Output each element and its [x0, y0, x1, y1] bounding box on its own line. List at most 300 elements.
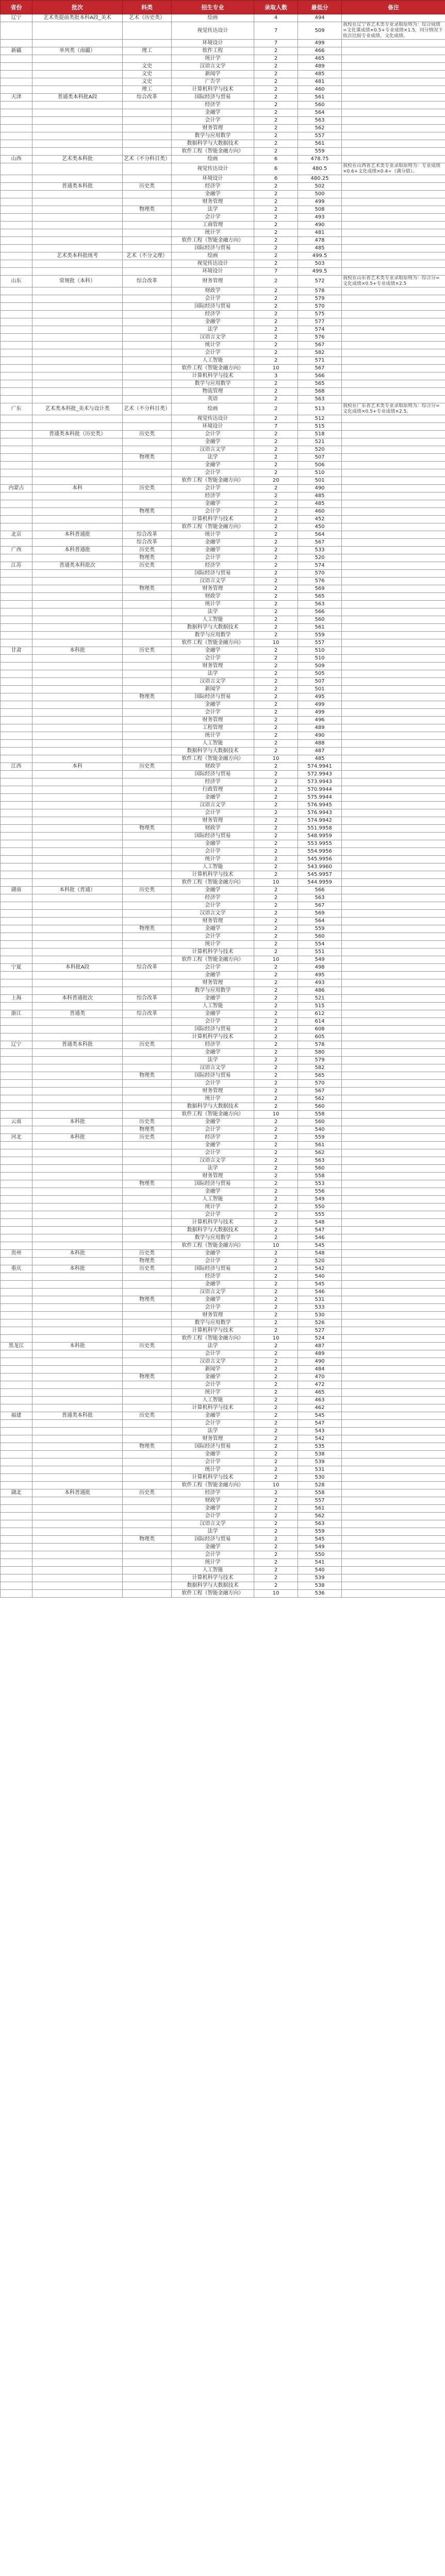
cell-province — [1, 1003, 32, 1010]
cell-major: 财务管理 — [172, 1173, 254, 1180]
cell-major: 会计学 — [172, 554, 254, 562]
cell-note — [342, 1003, 445, 1010]
cell-province — [1, 802, 32, 809]
table-row — [1, 454, 445, 462]
cell-admitted: 2 — [254, 871, 298, 879]
cell-major: 绘画 — [172, 252, 254, 260]
cell-min-score: 570 — [298, 570, 342, 578]
cell-major: 软件工程 — [172, 47, 254, 55]
cell-major: 会计学 — [172, 349, 254, 357]
cell-category: 艺术（不分文理） — [123, 252, 172, 260]
cell-min-score: 513 — [298, 403, 342, 415]
cell-note — [342, 1142, 445, 1149]
cell-admitted: 2 — [254, 918, 298, 925]
cell-admitted: 2 — [254, 438, 298, 446]
cell-batch — [32, 191, 123, 198]
cell-admitted: 2 — [254, 1118, 298, 1126]
cell-min-score: 495 — [298, 693, 342, 701]
table-row — [1, 802, 445, 809]
cell-admitted: 2 — [254, 183, 298, 191]
cell-admitted: 2 — [254, 148, 298, 156]
cell-admitted: 20 — [254, 477, 298, 485]
cell-admitted: 6 — [254, 175, 298, 183]
cell-admitted: 2 — [254, 1451, 298, 1459]
header-admitted: 录取人数 — [254, 1, 298, 14]
cell-category: 物理类 — [123, 206, 172, 214]
cell-category — [123, 1196, 172, 1204]
cell-batch — [32, 295, 123, 303]
cell-batch — [32, 678, 123, 686]
cell-category — [123, 295, 172, 303]
cell-category — [123, 724, 172, 732]
cell-province — [1, 1520, 32, 1528]
cell-batch — [32, 357, 123, 365]
cell-min-score: 486 — [298, 987, 342, 995]
cell-category — [123, 778, 172, 786]
cell-province — [1, 1350, 32, 1358]
cell-category — [123, 326, 172, 334]
cell-admitted: 2 — [254, 632, 298, 639]
cell-admitted: 2 — [254, 894, 298, 902]
cell-note — [342, 1072, 445, 1080]
cell-note — [342, 1095, 445, 1103]
table-row — [1, 1327, 445, 1335]
cell-batch — [32, 1033, 123, 1041]
cell-category — [123, 1095, 172, 1103]
cell-note — [342, 786, 445, 794]
cell-note — [342, 431, 445, 438]
cell-province: 内蒙古 — [1, 485, 32, 493]
cell-category: 文史 — [123, 78, 172, 86]
cell-major: 会计学 — [172, 508, 254, 516]
cell-note — [342, 78, 445, 86]
cell-category — [123, 1157, 172, 1165]
table-row — [1, 833, 445, 840]
cell-note — [342, 148, 445, 156]
cell-note — [342, 1196, 445, 1204]
cell-province — [1, 71, 32, 78]
cell-category — [123, 972, 172, 979]
cell-batch — [32, 198, 123, 206]
cell-category — [123, 902, 172, 910]
cell-note — [342, 175, 445, 183]
cell-category — [123, 1335, 172, 1343]
cell-batch — [32, 972, 123, 979]
cell-note — [342, 109, 445, 117]
table-row — [1, 1281, 445, 1289]
cell-major: 软件工程（智能金融方向） — [172, 237, 254, 245]
cell-admitted: 2 — [254, 431, 298, 438]
cell-major: 统计学 — [172, 55, 254, 63]
cell-note — [342, 763, 445, 771]
cell-province — [1, 303, 32, 311]
cell-note — [342, 1289, 445, 1296]
table-row — [1, 539, 445, 547]
cell-province: 江苏 — [1, 562, 32, 570]
table-row — [1, 318, 445, 326]
cell-admitted: 2 — [254, 1428, 298, 1435]
cell-batch — [32, 879, 123, 887]
table-row — [1, 809, 445, 817]
cell-province — [1, 1196, 32, 1204]
cell-major: 会计学 — [172, 1551, 254, 1559]
cell-admitted: 2 — [254, 1520, 298, 1528]
cell-batch — [32, 140, 123, 148]
cell-batch — [32, 1567, 123, 1574]
cell-category — [123, 125, 172, 132]
cell-admitted: 2 — [254, 1204, 298, 1211]
cell-min-score: 579 — [298, 1057, 342, 1064]
cell-category — [123, 817, 172, 825]
cell-province: 江西 — [1, 763, 32, 771]
cell-major: 统计学 — [172, 342, 254, 349]
cell-batch: 普通类本科批次 — [32, 562, 123, 570]
cell-admitted: 2 — [254, 388, 298, 396]
cell-admitted: 2 — [254, 415, 298, 423]
cell-category — [123, 1281, 172, 1289]
cell-major: 汉语言文学 — [172, 802, 254, 809]
cell-note — [342, 585, 445, 593]
cell-province — [1, 1126, 32, 1134]
cell-major: 软件工程（智能金融方向） — [172, 1590, 254, 1598]
cell-major: 汉语言文学 — [172, 910, 254, 918]
table-row — [1, 1142, 445, 1149]
cell-major: 会计学 — [172, 469, 254, 477]
cell-major: 财务管理 — [172, 663, 254, 670]
cell-major: 法学 — [172, 608, 254, 616]
cell-min-score: 499.5 — [298, 268, 342, 276]
table-row — [1, 438, 445, 446]
cell-province — [1, 229, 32, 237]
cell-major: 数据科学与大数据技术 — [172, 140, 254, 148]
cell-province — [1, 109, 32, 117]
cell-min-score: 466 — [298, 47, 342, 55]
cell-major: 广告学 — [172, 78, 254, 86]
cell-province — [1, 709, 32, 717]
cell-category: 理工 — [123, 47, 172, 55]
cell-province — [1, 63, 32, 71]
cell-province — [1, 616, 32, 624]
table-row — [1, 1041, 445, 1049]
cell-note — [342, 1574, 445, 1582]
table-row — [1, 856, 445, 863]
cell-category: 物理类 — [123, 1443, 172, 1451]
cell-major: 会计学 — [172, 214, 254, 222]
cell-admitted: 2 — [254, 1289, 298, 1296]
table-row — [1, 979, 445, 987]
cell-province — [1, 500, 32, 508]
cell-category — [123, 388, 172, 396]
cell-admitted: 2 — [254, 454, 298, 462]
cell-province — [1, 972, 32, 979]
cell-batch — [32, 786, 123, 794]
cell-category — [123, 663, 172, 670]
cell-category: 历史类 — [123, 1134, 172, 1142]
cell-category: 物理类 — [123, 1374, 172, 1381]
table-row — [1, 1188, 445, 1196]
cell-note — [342, 531, 445, 539]
cell-admitted: 2 — [254, 71, 298, 78]
cell-batch — [32, 717, 123, 724]
table-row — [1, 1057, 445, 1064]
cell-category — [123, 1188, 172, 1196]
table-row — [1, 578, 445, 585]
cell-note — [342, 1258, 445, 1265]
cell-min-score: 515 — [298, 1003, 342, 1010]
cell-province — [1, 987, 32, 995]
table-row — [1, 925, 445, 933]
cell-category — [123, 1273, 172, 1281]
cell-min-score: 551 — [298, 948, 342, 956]
cell-province — [1, 372, 32, 380]
cell-batch — [32, 1335, 123, 1343]
table-row — [1, 148, 445, 156]
cell-major: 法学 — [172, 454, 254, 462]
cell-province — [1, 1582, 32, 1590]
cell-admitted: 2 — [254, 863, 298, 871]
cell-category — [123, 198, 172, 206]
cell-min-score: 551.9958 — [298, 825, 342, 833]
table-row — [1, 1350, 445, 1358]
cell-province — [1, 175, 32, 183]
cell-province — [1, 670, 32, 678]
cell-batch: 本科 — [32, 763, 123, 771]
cell-major: 会计学 — [172, 1513, 254, 1520]
cell-admitted: 2 — [254, 222, 298, 229]
cell-major: 环境设计 — [172, 40, 254, 47]
header-province: 省份 — [1, 1, 32, 14]
cell-admitted: 2 — [254, 709, 298, 717]
cell-category — [123, 148, 172, 156]
cell-note — [342, 1582, 445, 1590]
cell-admitted: 2 — [254, 1374, 298, 1381]
cell-batch — [32, 1374, 123, 1381]
cell-batch — [32, 701, 123, 709]
table-row — [1, 1088, 445, 1095]
cell-batch — [32, 748, 123, 755]
cell-min-score: 527 — [298, 1327, 342, 1335]
cell-major: 汉语言文学 — [172, 1157, 254, 1165]
cell-min-score: 560 — [298, 1165, 342, 1173]
cell-province — [1, 902, 32, 910]
table-row — [1, 879, 445, 887]
cell-major: 会计学 — [172, 1018, 254, 1026]
table-row — [1, 380, 445, 388]
cell-note — [342, 1234, 445, 1242]
cell-note — [342, 1242, 445, 1250]
table-row — [1, 1366, 445, 1374]
cell-note — [342, 670, 445, 678]
cell-category — [123, 1482, 172, 1489]
cell-province — [1, 948, 32, 956]
cell-category — [123, 415, 172, 423]
cell-batch — [32, 1227, 123, 1234]
cell-admitted: 2 — [254, 1157, 298, 1165]
table-row — [1, 446, 445, 454]
cell-note — [342, 14, 445, 22]
cell-batch — [32, 1551, 123, 1559]
cell-province: 云南 — [1, 1118, 32, 1126]
cell-major: 新闻学 — [172, 686, 254, 693]
cell-batch — [32, 1204, 123, 1211]
cell-note — [342, 1466, 445, 1474]
cell-min-score: 508 — [298, 206, 342, 214]
cell-category — [123, 303, 172, 311]
table-body — [1, 14, 445, 1598]
cell-min-score: 542 — [298, 1435, 342, 1443]
cell-min-score: 510 — [298, 647, 342, 655]
cell-min-score: 505 — [298, 670, 342, 678]
cell-admitted: 2 — [254, 570, 298, 578]
table-row — [1, 1227, 445, 1234]
cell-category — [123, 1358, 172, 1366]
cell-major: 数学与应用数学 — [172, 632, 254, 639]
cell-min-score: 572.9943 — [298, 771, 342, 778]
table-row — [1, 1574, 445, 1582]
cell-note — [342, 1590, 445, 1598]
cell-major: 数学与应用数学 — [172, 380, 254, 388]
cell-province — [1, 1026, 32, 1033]
cell-category — [123, 809, 172, 817]
cell-note — [342, 1064, 445, 1072]
cell-major: 法学 — [172, 670, 254, 678]
cell-admitted: 10 — [254, 879, 298, 887]
table-row — [1, 1103, 445, 1111]
cell-province — [1, 1428, 32, 1435]
cell-category — [123, 1389, 172, 1397]
cell-note — [342, 539, 445, 547]
table-row — [1, 295, 445, 303]
cell-province — [1, 125, 32, 132]
cell-note — [342, 287, 445, 295]
cell-min-score: 564 — [298, 918, 342, 925]
table-row — [1, 887, 445, 894]
cell-province — [1, 222, 32, 229]
table-row — [1, 1250, 445, 1258]
cell-major: 金融学 — [172, 438, 254, 446]
cell-batch — [32, 1273, 123, 1281]
cell-note — [342, 871, 445, 879]
cell-min-score: 562 — [298, 1513, 342, 1520]
cell-min-score: 570 — [298, 303, 342, 311]
cell-major: 人工智能 — [172, 740, 254, 748]
cell-min-score: 549 — [298, 1196, 342, 1204]
cell-note — [342, 1049, 445, 1057]
cell-major: 金融学 — [172, 1412, 254, 1420]
cell-note — [342, 396, 445, 403]
table-row — [1, 334, 445, 342]
cell-min-score: 510 — [298, 469, 342, 477]
cell-note — [342, 1559, 445, 1567]
cell-note — [342, 1010, 445, 1018]
cell-min-score: 569 — [298, 585, 342, 593]
table-row — [1, 175, 445, 183]
cell-category: 历史类 — [123, 562, 172, 570]
table-row — [1, 678, 445, 686]
cell-admitted: 2 — [254, 1296, 298, 1304]
cell-admitted: 2 — [254, 206, 298, 214]
cell-batch — [32, 1242, 123, 1250]
cell-min-score: 500 — [298, 191, 342, 198]
cell-batch: 艺术类提前类批本科A段_美术 — [32, 14, 123, 22]
cell-province — [1, 163, 32, 175]
cell-province — [1, 1173, 32, 1180]
table-row — [1, 608, 445, 616]
cell-category — [123, 856, 172, 863]
cell-batch — [32, 1103, 123, 1111]
cell-min-score: 540 — [298, 1273, 342, 1281]
cell-admitted: 2 — [254, 786, 298, 794]
cell-province — [1, 678, 32, 686]
cell-admitted: 2 — [254, 396, 298, 403]
cell-admitted: 10 — [254, 639, 298, 647]
cell-province — [1, 1289, 32, 1296]
cell-note — [342, 918, 445, 925]
cell-admitted: 2 — [254, 1080, 298, 1088]
cell-batch — [32, 1219, 123, 1227]
cell-category — [123, 1366, 172, 1374]
cell-min-score: 512 — [298, 415, 342, 423]
cell-major: 经济学 — [172, 1134, 254, 1142]
cell-note — [342, 1188, 445, 1196]
cell-note — [342, 562, 445, 570]
cell-admitted: 2 — [254, 198, 298, 206]
cell-category — [123, 933, 172, 941]
cell-province — [1, 1474, 32, 1482]
cell-province — [1, 732, 32, 740]
cell-province — [1, 655, 32, 663]
cell-min-score: 558 — [298, 1489, 342, 1497]
cell-admitted: 10 — [254, 1111, 298, 1118]
cell-note — [342, 477, 445, 485]
cell-batch — [32, 1258, 123, 1265]
cell-province: 宁夏 — [1, 964, 32, 972]
cell-batch — [32, 1289, 123, 1296]
cell-category — [123, 655, 172, 663]
cell-admitted: 2 — [254, 1211, 298, 1219]
table-row — [1, 349, 445, 357]
table-row — [1, 86, 445, 94]
cell-batch — [32, 1018, 123, 1026]
cell-major: 经济学 — [172, 1041, 254, 1049]
cell-admitted: 2 — [254, 1574, 298, 1582]
cell-min-score: 484 — [298, 1366, 342, 1374]
cell-min-score: 608 — [298, 1026, 342, 1033]
cell-admitted: 2 — [254, 1404, 298, 1412]
cell-category — [123, 1289, 172, 1296]
cell-note — [342, 1173, 445, 1180]
cell-province — [1, 693, 32, 701]
cell-batch — [32, 1574, 123, 1582]
cell-admitted: 2 — [254, 276, 298, 287]
cell-province — [1, 237, 32, 245]
cell-min-score: 559 — [298, 1134, 342, 1142]
table-row — [1, 78, 445, 86]
cell-admitted: 10 — [254, 755, 298, 763]
cell-admitted: 2 — [254, 1443, 298, 1451]
cell-province — [1, 446, 32, 454]
cell-min-score: 470 — [298, 1374, 342, 1381]
cell-admitted: 10 — [254, 1242, 298, 1250]
table-row — [1, 40, 445, 47]
cell-province — [1, 349, 32, 357]
cell-category — [123, 446, 172, 454]
cell-major: 经济学 — [172, 183, 254, 191]
cell-batch — [32, 693, 123, 701]
cell-min-score: 545 — [298, 1412, 342, 1420]
cell-batch: 本科批 — [32, 1265, 123, 1273]
cell-batch — [32, 396, 123, 403]
